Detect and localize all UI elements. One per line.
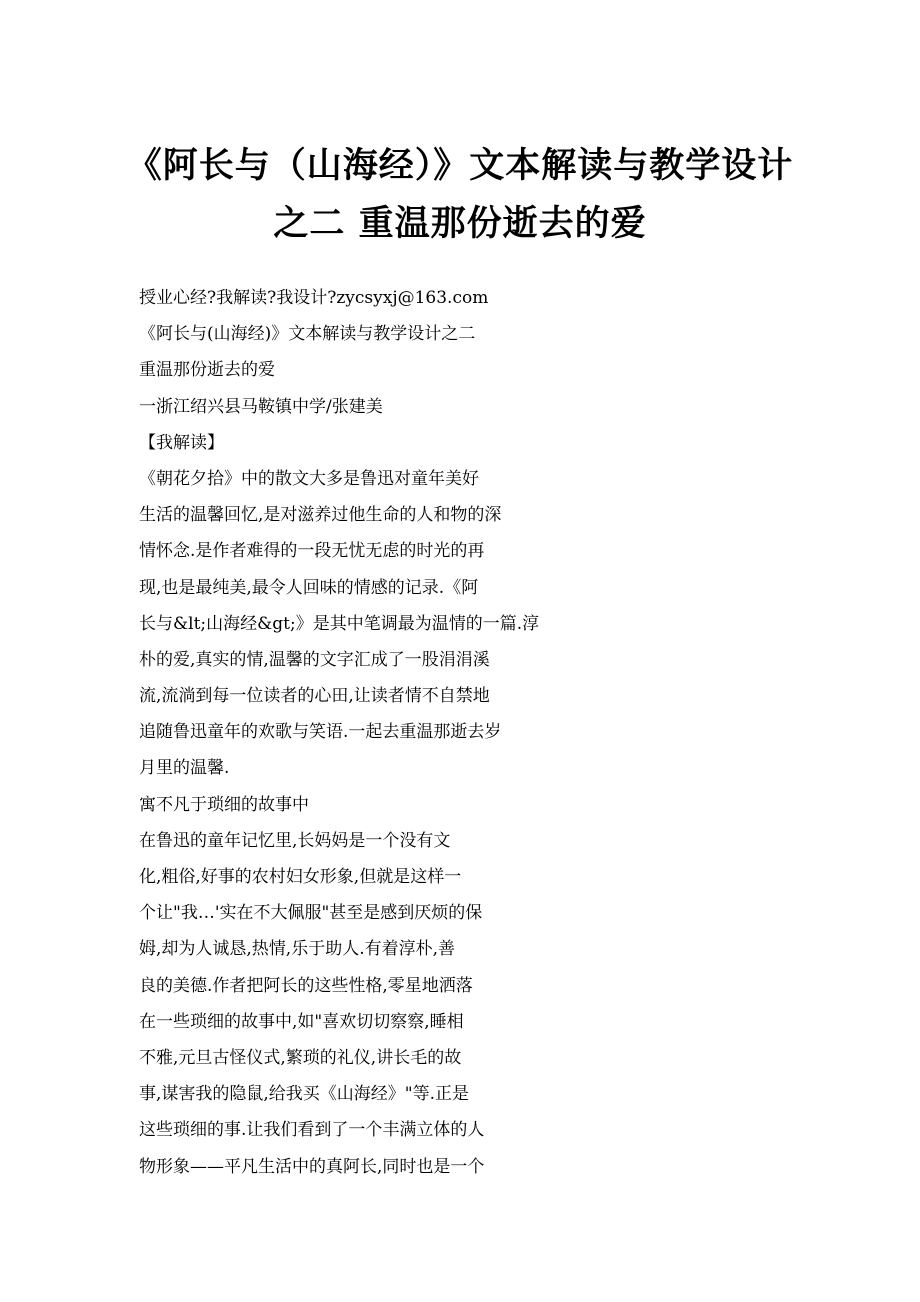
- body-line: 一浙江绍兴县马鞍镇中学/张建美: [139, 396, 383, 417]
- body-line: 不雅,元旦古怪仪式,繁琐的礼仪,讲长毛的故: [139, 1047, 462, 1068]
- body-line: 《朝花夕拾》中的散文大多是鲁迅对童年美好: [139, 468, 479, 489]
- body-line: 现,也是最纯美,最令人回味的情感的记录.《阿: [139, 577, 479, 598]
- body-line: 《阿长与(山海经)》文本解读与教学设计之二: [139, 324, 476, 345]
- body-line: 朴的爱,真实的情,温馨的文字汇成了一股涓涓溪: [139, 649, 490, 670]
- body-line: 重温那份逝去的爱: [139, 360, 275, 381]
- document-title-line-2: 之二 重温那份逝去的爱: [273, 204, 647, 244]
- body-line: 授业心经?我解读?我设计?zycsyxj@163.com: [139, 288, 489, 308]
- body-line: 生活的温馨回忆,是对滋养过他生命的人和物的深: [139, 505, 502, 526]
- document-body: [139, 284, 599, 1189]
- document-title-line-1: 《阿长与（山海经）》文本解读与教学设计: [126, 146, 794, 186]
- body-line: 物形象——平凡生活中的真阿长,同时也是一个: [139, 1156, 485, 1177]
- body-line: 追随鲁迅童年的欢歌与笑语.一起去重温那逝去岁: [139, 722, 502, 743]
- body-line: 寓不凡于琐细的故事中: [139, 794, 309, 815]
- body-line: 情怀念.是作者难得的一段无忧无虑的时光的再: [139, 541, 485, 562]
- body-line: 在鲁迅的童年记忆里,长妈妈是一个没有文: [139, 830, 451, 851]
- body-line: 这些琐细的事.让我们看到了一个丰满立体的人: [139, 1120, 485, 1141]
- body-line: 化,粗俗,好事的农村妇女形象,但就是这样一: [139, 867, 462, 887]
- body-line: 【我解读】: [139, 432, 224, 453]
- body-line: 在一些琐细的故事中,如"喜欢切切察察,睡相: [139, 1011, 464, 1032]
- body-line: 事,谋害我的隐鼠,给我买《山海经》"等.正是: [139, 1084, 470, 1105]
- body-line: 月里的温馨.: [139, 758, 230, 779]
- body-line: 个让"我…'实在不大佩服"甚至是感到厌烦的保: [139, 903, 483, 924]
- body-line: 流,流淌到每一位读者的心田,让读者情不自禁地: [139, 686, 490, 707]
- body-line: 姆,却为人诚恳,热情,乐于助人.有着淳朴,善: [139, 939, 456, 960]
- body-line: 良的美德.作者把阿长的这些性格,零星地洒落: [139, 975, 473, 996]
- body-line: 长与&lt;山海经&gt;》是其中笔调最为温情的一篇.淳: [139, 613, 540, 634]
